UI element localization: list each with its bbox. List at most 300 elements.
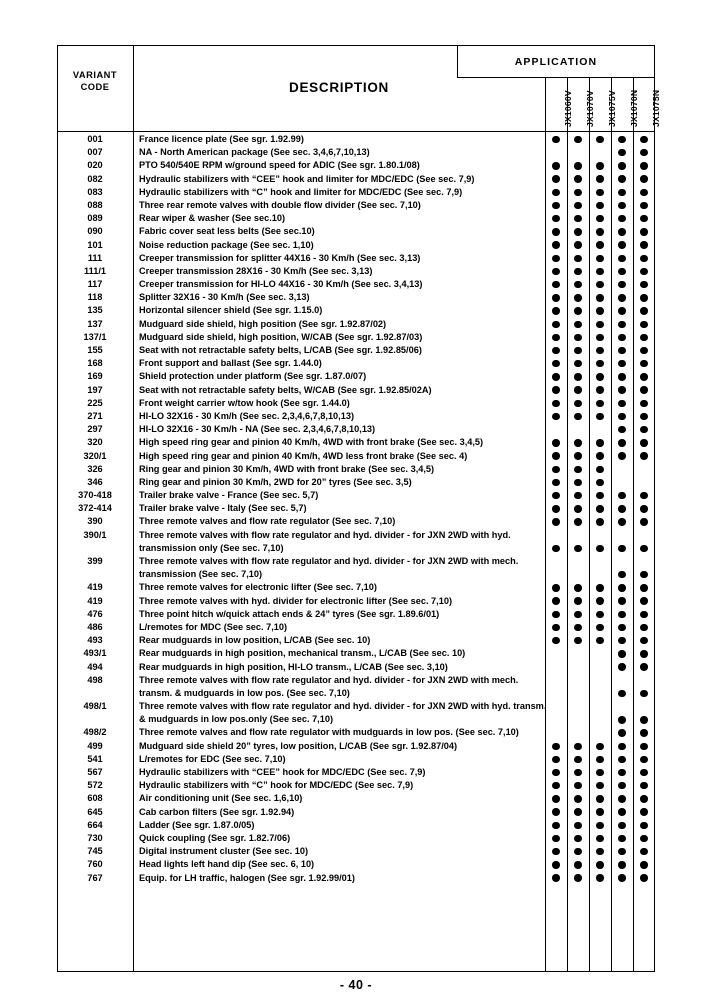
table-row (57, 384, 655, 397)
application-cell (589, 489, 611, 502)
variant-code-cell: 370-418 (78, 490, 112, 501)
description-cell: Hydraulic stabilizers with “CEE” hook for MDC/EDC (See sec. 7,9) (139, 767, 426, 777)
bullet-icon (618, 716, 625, 723)
bullet-icon (574, 756, 581, 763)
application-cell (611, 713, 633, 726)
bullet-icon (552, 215, 559, 222)
variant-code-cell: 320 (87, 437, 103, 448)
application-cell (567, 186, 589, 199)
table-row (57, 766, 655, 779)
description-cell: Mudguard side shield 20” tyres, low position, L/CAB (See sgr. 1.92.87/04) (139, 740, 458, 751)
variant-code-cell: 135 (87, 305, 103, 316)
application-cell (589, 766, 611, 779)
bullet-icon (552, 466, 559, 473)
application-cell (567, 344, 589, 357)
description-cell: L/remotes for MDC (See sec. 7,10) (139, 621, 288, 632)
application-cell (633, 436, 655, 449)
bullet-icon (618, 347, 625, 354)
bullet-icon (574, 189, 581, 196)
bullet-icon (618, 413, 625, 420)
bullet-icon (596, 413, 603, 420)
bullet-icon (596, 584, 603, 591)
bullet-icon (596, 373, 603, 380)
bullet-icon (618, 334, 625, 341)
variant-code-cell: 494 (87, 661, 103, 672)
table-row (57, 819, 655, 832)
application-cell (545, 713, 567, 726)
application-cell (611, 450, 633, 463)
application-cell (611, 581, 633, 594)
application-cell (611, 331, 633, 344)
application-cell (589, 713, 611, 726)
application-cell (633, 515, 655, 528)
bullet-icon (596, 822, 603, 829)
variant-code-cell: 730 (87, 832, 103, 843)
variant-code-cell: 493/1 (83, 648, 107, 659)
application-cell (589, 146, 611, 159)
bullet-icon (640, 307, 647, 314)
bullet-icon (574, 175, 581, 182)
bullet-icon (596, 611, 603, 618)
description-cell: Rear wiper & washer (See sec.10) (139, 213, 286, 224)
bullet-icon (640, 136, 647, 143)
application-marks (545, 239, 655, 252)
application-cell (589, 845, 611, 858)
bullet-icon (552, 334, 559, 341)
bullet-icon (640, 189, 647, 196)
application-cell (567, 529, 589, 542)
application-cell (545, 133, 567, 146)
application-cell (633, 858, 655, 871)
application-cell (633, 700, 655, 713)
application-cell (611, 252, 633, 265)
application-cell (589, 608, 611, 621)
bullet-icon (640, 413, 647, 420)
page-number: - 40 - (339, 978, 373, 992)
bullet-icon (552, 360, 559, 367)
variant-code-cell: 486 (87, 621, 103, 632)
bullet-icon (618, 281, 625, 288)
description-cell: Shield protection under platform (See sgr. 1.87.0/07) (139, 371, 367, 382)
table-row (57, 436, 655, 449)
bullet-icon (640, 400, 647, 407)
bullet-icon (596, 307, 603, 314)
bullet-icon (618, 307, 625, 314)
application-cell (545, 568, 567, 581)
application-cell (589, 384, 611, 397)
description-cell: High speed ring gear and pinion 40 Km/h, 4WD less front brake (See sec. 4) (139, 450, 468, 461)
bullet-icon (596, 255, 603, 262)
description-cell: Horizontal silencer shield (See sgr. 1.15.0) (139, 305, 323, 316)
bullet-icon (552, 874, 559, 881)
application-cell (633, 265, 655, 278)
bullet-icon (618, 782, 625, 789)
bullet-icon (640, 215, 647, 222)
application-cell (633, 133, 655, 146)
table-row (57, 159, 655, 172)
bullet-icon (552, 545, 559, 552)
bullet-icon (618, 650, 625, 657)
bullet-icon (552, 518, 559, 525)
application-marks (545, 845, 655, 858)
application-cell (611, 845, 633, 858)
application-cell (545, 370, 567, 383)
application-cell (567, 819, 589, 832)
bullet-icon (552, 294, 559, 301)
table-row (57, 239, 655, 252)
bullet-icon (552, 255, 559, 262)
application-marks (545, 225, 655, 238)
application-cell (633, 476, 655, 489)
application-cell (611, 304, 633, 317)
bullet-icon (596, 466, 603, 473)
bullet-icon (574, 597, 581, 604)
application-marks (545, 291, 655, 304)
application-marks (545, 450, 655, 463)
variant-code-cell: 111 (87, 252, 103, 263)
bullet-icon (640, 874, 647, 881)
description-cell: Ring gear and pinion 30 Km/h, 4WD with front brake (See sec. 3,4,5) (139, 463, 435, 474)
application-cell (545, 608, 567, 621)
table-row (57, 542, 655, 555)
bullet-icon (640, 769, 647, 776)
bullet-icon (574, 400, 581, 407)
application-cell (589, 595, 611, 608)
variant-code-cell: 399 (87, 556, 103, 566)
application-cell (545, 792, 567, 805)
application-cell (567, 291, 589, 304)
application-cell (611, 608, 633, 621)
application-cell (633, 384, 655, 397)
application-cell (633, 753, 655, 766)
application-cell (545, 819, 567, 832)
bullet-icon (618, 848, 625, 855)
variant-code-cell: 541 (87, 753, 103, 764)
bullet-icon (640, 650, 647, 657)
description-cell: Three remote valves and flow rate regulator with mudguards in low pos. (See sec. 7,10) (139, 727, 519, 738)
application-cell (633, 806, 655, 819)
application-marks (545, 318, 655, 331)
description-cell: Front support and ballast (See sgr. 1.44.0) (139, 358, 322, 369)
application-cell (589, 212, 611, 225)
application-cell (589, 450, 611, 463)
description-cell: Rear mudguards in low position, L/CAB (See sec. 10) (139, 635, 371, 646)
header-separator-line (57, 131, 655, 132)
application-cell (633, 252, 655, 265)
bullet-icon (640, 149, 647, 156)
application-cell (589, 621, 611, 634)
application-cell (633, 225, 655, 238)
bullet-icon (640, 492, 647, 499)
application-cell (545, 700, 567, 713)
application-cell (567, 146, 589, 159)
application-cell (633, 832, 655, 845)
application-cell (589, 370, 611, 383)
variant-code-cell: 007 (87, 147, 103, 158)
variant-code-cell: 419 (87, 582, 103, 593)
application-marks (545, 212, 655, 225)
bullet-icon (618, 545, 625, 552)
application-cell (545, 806, 567, 819)
application-cell (611, 186, 633, 199)
bullet-icon (596, 808, 603, 815)
application-marks (545, 700, 655, 713)
bullet-icon (640, 729, 647, 736)
variant-code-cell: 088 (87, 199, 103, 210)
application-cell (589, 529, 611, 542)
application-marks (545, 173, 655, 186)
application-marks (545, 304, 655, 317)
bullet-icon (640, 505, 647, 512)
bullet-icon (596, 874, 603, 881)
application-cell (545, 845, 567, 858)
bullet-icon (618, 624, 625, 631)
application-cell (611, 621, 633, 634)
bullet-icon (618, 175, 625, 182)
variant-code-cell: 372-414 (78, 503, 112, 514)
application-cell (611, 634, 633, 647)
application-cell (633, 740, 655, 753)
application-cell (567, 726, 589, 739)
bullet-icon (574, 782, 581, 789)
bullet-icon (640, 571, 647, 578)
table-row (57, 199, 655, 212)
bullet-icon (596, 241, 603, 248)
application-cell (545, 186, 567, 199)
description-cell: Front weight carrier w/tow hook (See sgr. 1.44.0) (139, 397, 350, 408)
bullet-icon (596, 321, 603, 328)
table-row (57, 515, 655, 528)
application-marks (545, 515, 655, 528)
application-cell (567, 674, 589, 687)
application-cell (567, 542, 589, 555)
application-cell (545, 304, 567, 317)
variant-code-cell: 476 (87, 608, 103, 619)
table-row (57, 370, 655, 383)
description-cell: Creeper transmission 28X16 - 30 Km/h (See sec. 3,13) (139, 265, 373, 276)
bullet-icon (596, 175, 603, 182)
application-marks (545, 647, 655, 660)
application-cell (611, 265, 633, 278)
bullet-icon (552, 769, 559, 776)
application-cell (611, 463, 633, 476)
table-row (57, 318, 655, 331)
application-cell (545, 463, 567, 476)
application-marks (545, 133, 655, 146)
description-cell: France licence plate (See sgr. 1.92.99) (139, 134, 304, 144)
bullet-icon (574, 228, 581, 235)
application-marks (545, 384, 655, 397)
bullet-icon (574, 479, 581, 486)
bullet-icon (640, 439, 647, 446)
bullet-icon (640, 795, 647, 802)
application-cell (633, 634, 655, 647)
application-cell (589, 779, 611, 792)
application-cell (545, 423, 567, 436)
application-cell (589, 726, 611, 739)
bullet-icon (640, 386, 647, 393)
variant-code-cell: 225 (87, 397, 103, 408)
variant-code-cell: 493 (87, 635, 103, 646)
table-row (57, 792, 655, 805)
bullet-icon (618, 215, 625, 222)
application-cell (545, 766, 567, 779)
bullet-icon (640, 808, 647, 815)
bullet-icon (596, 228, 603, 235)
application-cell (567, 740, 589, 753)
bullet-icon (552, 373, 559, 380)
application-cell (633, 146, 655, 159)
variant-code-cell: 390 (87, 516, 103, 527)
application-cell (633, 370, 655, 383)
application-marks (545, 792, 655, 805)
application-marks (545, 806, 655, 819)
bullet-icon (640, 360, 647, 367)
application-cell (589, 225, 611, 238)
application-cell (611, 806, 633, 819)
bullet-icon (552, 175, 559, 182)
application-cell (567, 608, 589, 621)
bullet-icon (640, 597, 647, 604)
application-cell (589, 740, 611, 753)
variant-code-cell: 111/1 (84, 265, 106, 276)
bullet-icon (596, 518, 603, 525)
variant-code-cell: 155 (87, 345, 103, 355)
application-cell (567, 331, 589, 344)
application-cell (567, 713, 589, 726)
table-row (57, 252, 655, 265)
description-cell: Equip. for LH traffic, halogen (See sgr. 1.92.99/01) (139, 872, 355, 883)
bullet-icon (640, 518, 647, 525)
application-cell (589, 568, 611, 581)
application-cell (545, 265, 567, 278)
table-row (57, 661, 655, 674)
bullet-icon (640, 743, 647, 750)
bullet-icon (552, 413, 559, 420)
application-marks (545, 344, 655, 357)
bullet-icon (618, 861, 625, 868)
bullet-icon (552, 307, 559, 314)
bullet-icon (574, 835, 581, 842)
application-cell (545, 318, 567, 331)
table-row (57, 806, 655, 819)
application-cell (611, 146, 633, 159)
bullet-icon (552, 479, 559, 486)
description-cell: Seat with not retractable safety belts, W/CAB (See sgr. 1.92.85/02A) (139, 384, 432, 395)
application-marks (545, 146, 655, 159)
application-cell (589, 357, 611, 370)
bullet-icon (574, 439, 581, 446)
application-cell (633, 331, 655, 344)
application-cell (545, 647, 567, 660)
application-cell (589, 186, 611, 199)
description-cell: HI-LO 32X16 - 30 Km/h (See sec. 2,3,4,6,7,8,10,13) (139, 410, 355, 421)
bullet-icon (574, 795, 581, 802)
application-cell (545, 489, 567, 502)
application-cell (589, 687, 611, 700)
application-cell (633, 529, 655, 542)
application-cell (633, 397, 655, 410)
bullet-icon (640, 228, 647, 235)
bullet-icon (552, 136, 559, 143)
bullet-icon (640, 175, 647, 182)
description-cell: HI-LO 32X16 - 30 Km/h - NA (See sec. 2,3,4,6,7,8,10,13) (139, 424, 376, 435)
application-cell (567, 581, 589, 594)
table-row (57, 832, 655, 845)
application-cell (567, 239, 589, 252)
bullet-icon (574, 202, 581, 209)
bullet-icon (596, 281, 603, 288)
bullet-icon (618, 769, 625, 776)
bullet-icon (640, 545, 647, 552)
bullet-icon (618, 611, 625, 618)
app-column-header-0: JX1060V (563, 90, 573, 127)
bullet-icon (574, 386, 581, 393)
application-cell (611, 687, 633, 700)
bullet-icon (618, 663, 625, 670)
bullet-icon (618, 452, 625, 459)
table-row (57, 423, 655, 436)
bullet-icon (618, 597, 625, 604)
table-row (57, 687, 655, 700)
bullet-icon (640, 255, 647, 262)
application-cell (589, 515, 611, 528)
bullet-icon (574, 822, 581, 829)
application-cell (545, 397, 567, 410)
bullet-icon (596, 202, 603, 209)
application-cell (545, 436, 567, 449)
bullet-icon (618, 518, 625, 525)
table-row (57, 397, 655, 410)
application-cell (567, 595, 589, 608)
application-cell (611, 726, 633, 739)
application-cell (567, 225, 589, 238)
application-cell (567, 436, 589, 449)
bullet-icon (596, 189, 603, 196)
variant-code-cell: 020 (87, 160, 103, 171)
application-cell (611, 357, 633, 370)
application-marks (545, 502, 655, 515)
bullet-icon (618, 795, 625, 802)
application-cell (611, 529, 633, 542)
variant-code-cell: 664 (87, 819, 103, 830)
application-cell (633, 291, 655, 304)
application-cell (545, 634, 567, 647)
variant-code-cell: 137/1 (83, 331, 107, 342)
variant-code-cell: 090 (87, 226, 103, 237)
bullet-icon (552, 321, 559, 328)
bullet-icon (552, 386, 559, 393)
description-cell: High speed ring gear and pinion 40 Km/h, 4WD with front brake (See sec. 3,4,5) (139, 437, 484, 448)
variant-code-cell: 390/1 (83, 529, 107, 540)
application-cell (633, 647, 655, 660)
application-cell (633, 581, 655, 594)
variant-code-cell: 608 (87, 793, 103, 804)
bullet-icon (618, 835, 625, 842)
bullet-icon (640, 452, 647, 459)
app-column-header-4: JX1075N (651, 89, 661, 127)
application-cell (545, 753, 567, 766)
description-cell: Rear mudguards in high position, HI-LO transm., L/CAB (See sec. 3,10) (139, 661, 448, 672)
application-cell (545, 199, 567, 212)
application-cell (545, 621, 567, 634)
application-marks (545, 542, 655, 555)
table-row (57, 845, 655, 858)
bullet-icon (618, 202, 625, 209)
application-marks (545, 661, 655, 674)
bullet-icon (574, 241, 581, 248)
table-row (57, 608, 655, 621)
